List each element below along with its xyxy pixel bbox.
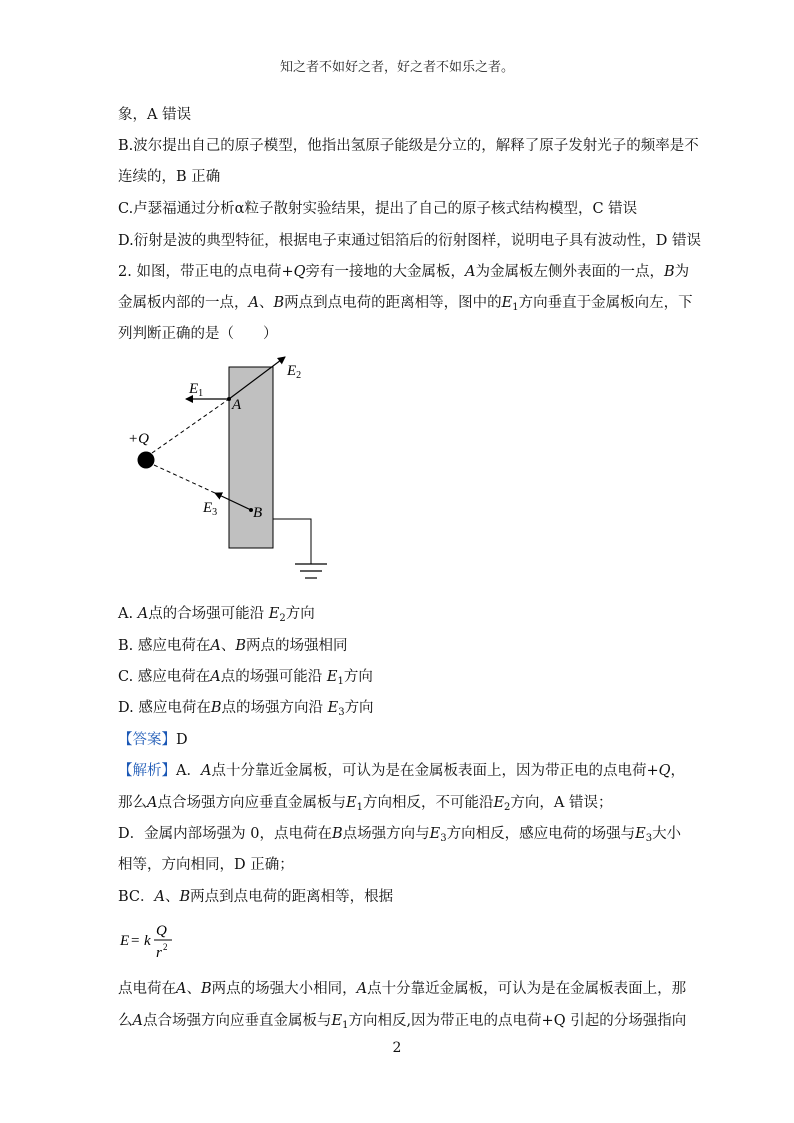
dashed-line-to-A	[152, 399, 229, 453]
formula-equals: =	[131, 933, 140, 949]
point-charge	[138, 452, 155, 469]
analysis-tag: 【解析】	[118, 763, 176, 779]
answer-tag: 【答案】	[118, 732, 176, 748]
formula-denominator: r	[156, 945, 162, 961]
formula-exponent: 2	[163, 942, 168, 952]
option-b: B. 感应电荷在A、B两点的场强相同	[118, 638, 348, 654]
answer-line	[118, 728, 188, 749]
text-line: B.波尔提出自己的原子模型，他指出氢原子能级是分立的，解释了原子发射光子的频率是不	[118, 138, 699, 154]
text-line: C.卢瑟福通过分析α粒子散射实验结果，提出了自己的原子核式结构模型，C 错误	[118, 201, 638, 217]
formula-E: E	[120, 933, 130, 949]
ground-wire	[273, 519, 311, 564]
label-E3: $E_3$	[203, 500, 218, 518]
analysis-line: 那么A点合场强方向应垂直金属板与$E_1$方向相反，不可能沿$E_2$方向，A 错误；	[118, 795, 613, 813]
label-E1: $E_1$	[189, 381, 204, 399]
text-line: D.衍射是波的典型特征，根据电子束通过铝箔后的衍射图样，说明电子具有波动性，D 错误	[118, 233, 701, 249]
formula-numerator: Q	[156, 923, 167, 939]
analysis-line: 相等，方向相同，D 正确；	[118, 857, 294, 873]
dashed-line-to-B	[154, 465, 215, 493]
question-line: 2. 如图，带正电的点电荷+Q旁有一接地的大金属板，A为金属板左侧外表面的一点，B为	[118, 264, 690, 280]
option-d: D. 感应电荷在B点的场强方向沿 $E_3$方向	[118, 700, 374, 718]
physics-diagram	[118, 350, 358, 590]
analysis-line: 【解析】A．A点十分靠近金属板，可认为是在金属板表面上，因为带正电的点电荷+Q，	[118, 763, 686, 779]
label-Q: +Q	[128, 431, 149, 447]
coulomb-formula	[118, 918, 198, 966]
formula-k: k	[144, 933, 151, 949]
header-motto: 知之者不如好之者，好之者不如乐之者。	[279, 60, 514, 75]
question-line: 金属板内部的一点，A、B两点到点电荷的距离相等，图中的$E_1$方向垂直于金属板向左，下	[118, 295, 693, 313]
label-A: A	[232, 397, 242, 413]
text-line: 象，A 错误	[118, 107, 192, 123]
answer-value: D	[176, 732, 188, 748]
analysis-line: D．金属内部场强为 0，点电荷在B点场强方向与$E_3$方向相反，感应电荷的场强与$E_3$大小	[118, 826, 682, 844]
analysis-line: 么A点合场强方向应垂直金属板与$E_1$方向相反,因为带正电的点电荷+Q 引起的分场强指向	[118, 1013, 687, 1031]
option-c: C. 感应电荷在A点的场强可能沿 $E_1$方向	[118, 669, 373, 687]
analysis-line: 点电荷在A、B两点的场强大小相同，A点十分靠近金属板，可认为是在金属板表面上，那	[118, 981, 687, 997]
option-a: A. A点的合场强可能沿 $E_2$方向	[118, 606, 315, 624]
analysis-line: BC．A、B两点到点电荷的距离相等，根据	[118, 889, 394, 905]
page-number: 2	[392, 1040, 402, 1056]
label-B: B	[253, 505, 263, 521]
label-E2: $E_2$	[287, 363, 302, 381]
text-line: 连续的，B 正确	[118, 169, 221, 185]
question-line: 列判断正确的是（ ）	[118, 326, 278, 342]
